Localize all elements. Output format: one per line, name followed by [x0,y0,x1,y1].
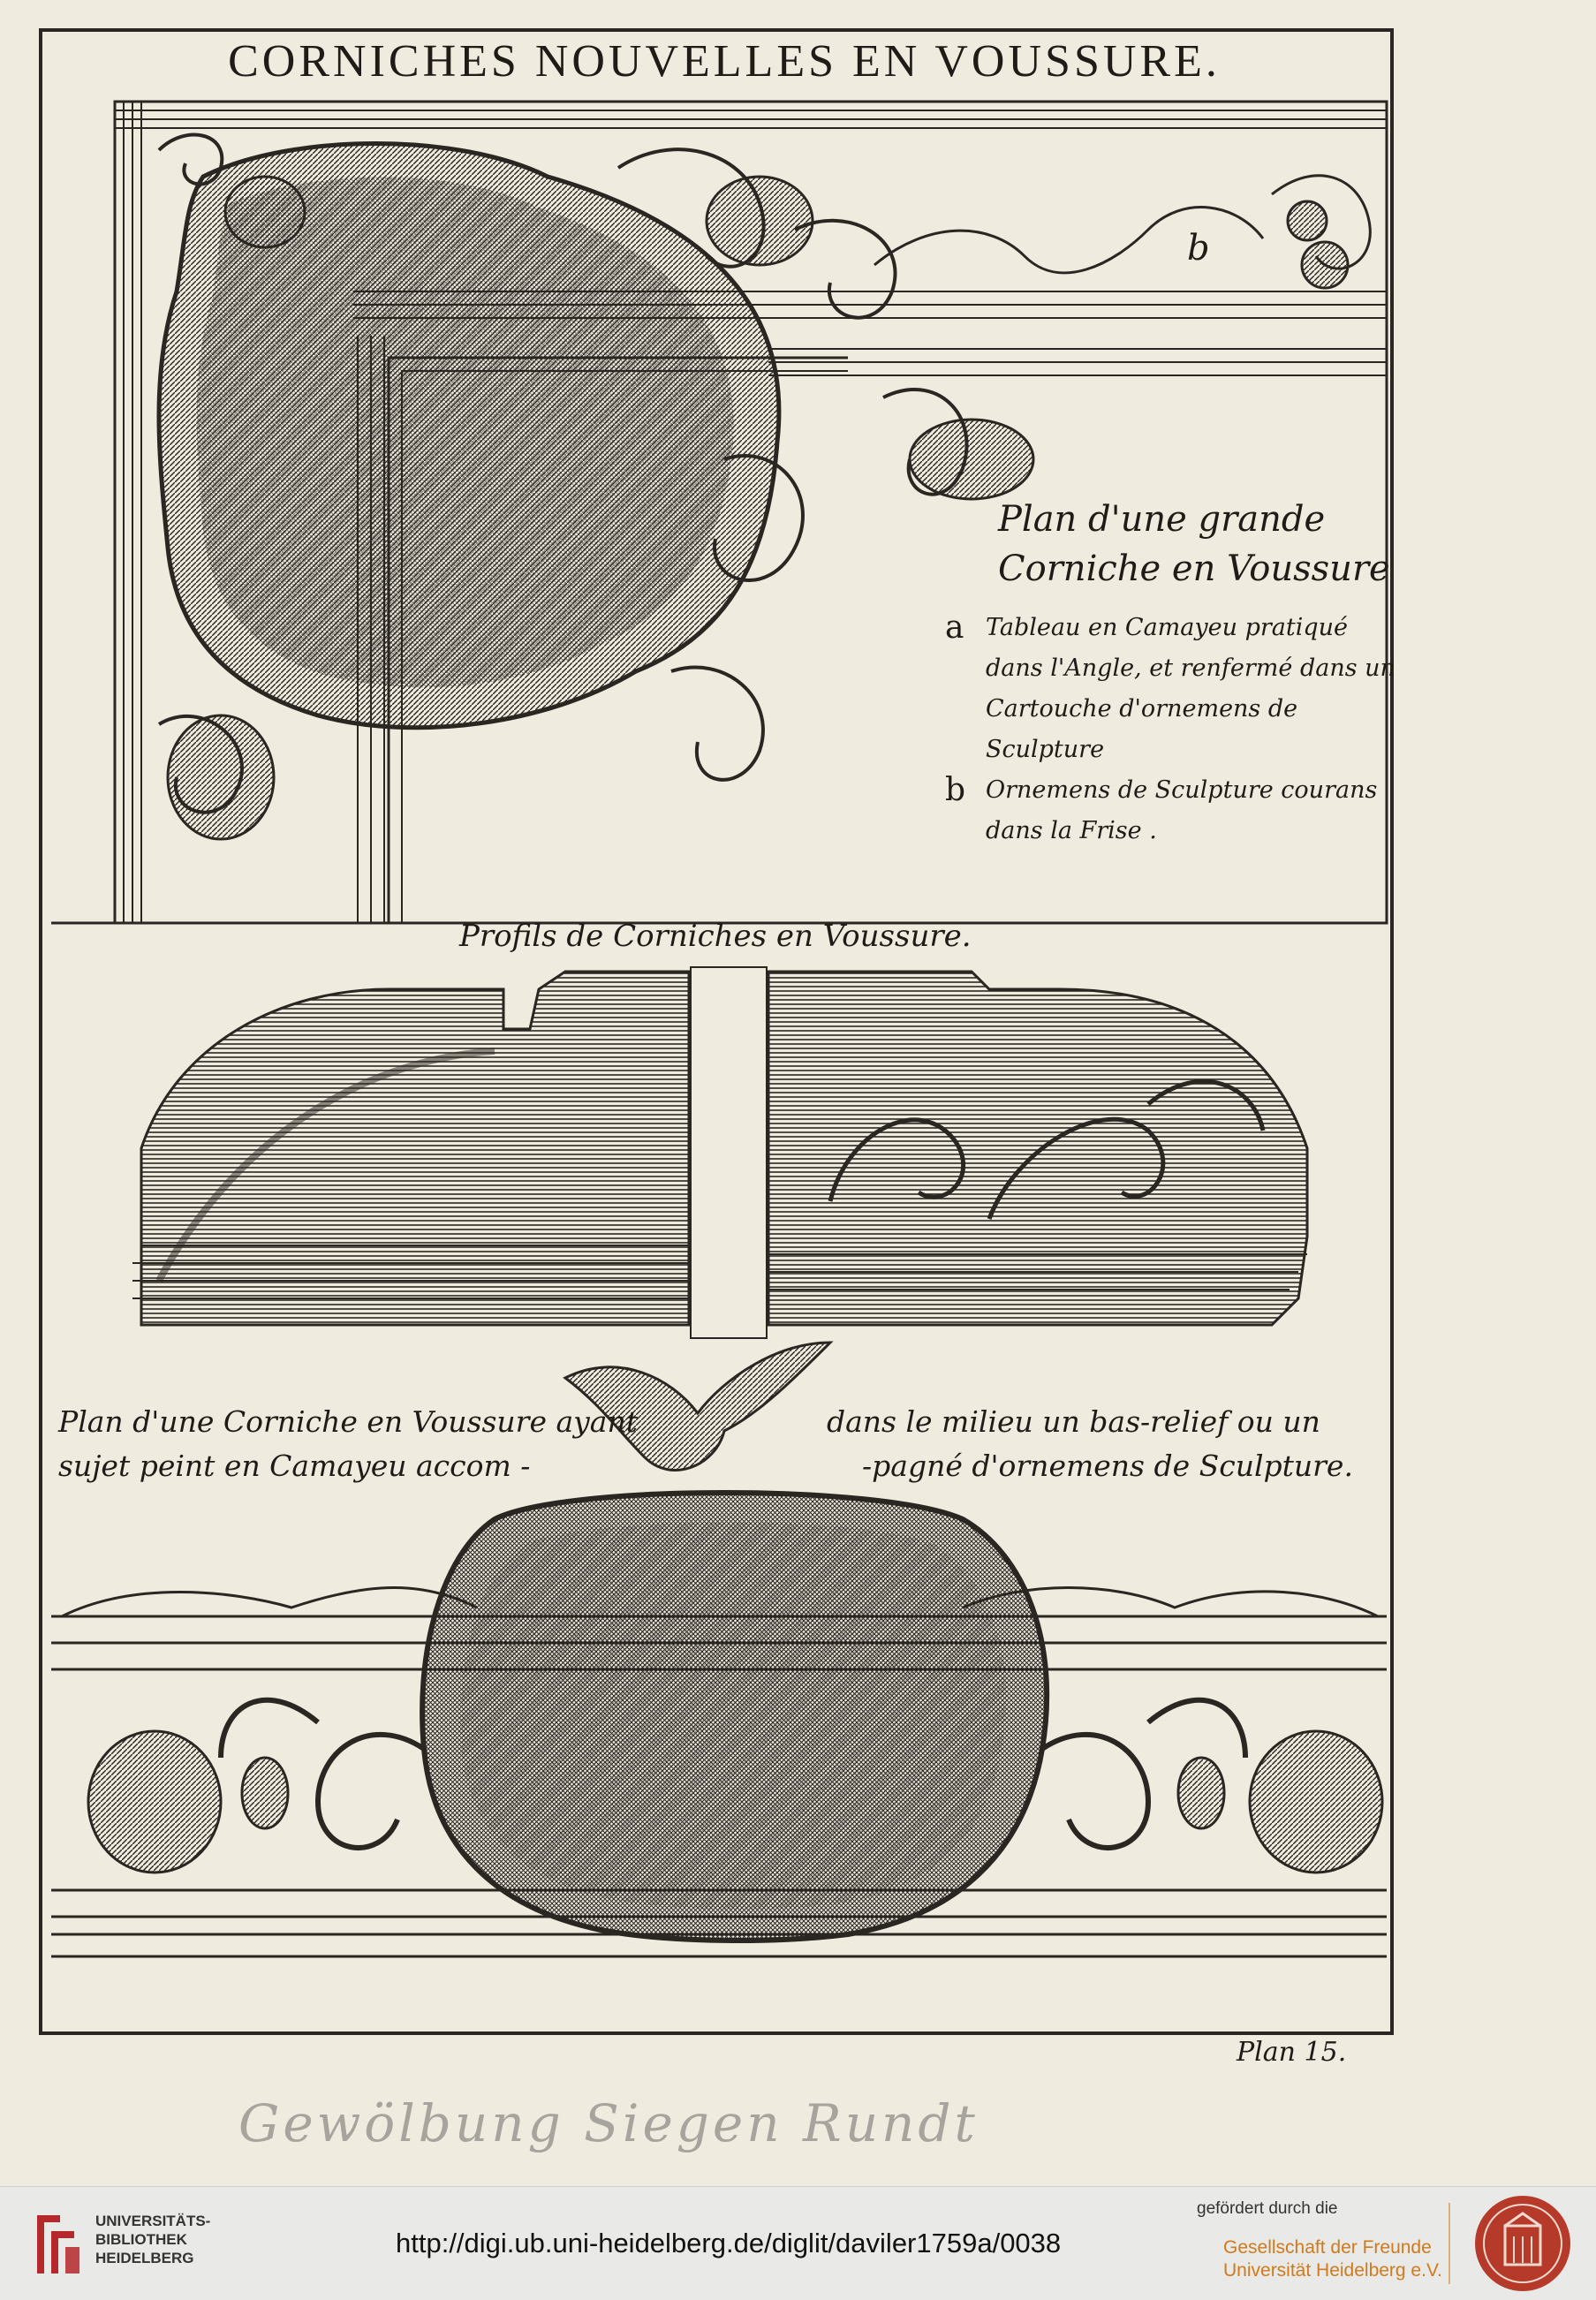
library-name-line1: UNIVERSITÄTS- [95,2213,211,2229]
plan1-title [998,495,1390,594]
legend-text: Ornemens de Sculpture courans dans la Frise . [986,776,1378,844]
plan1-legend [945,608,1404,851]
handwritten-note: Gewölbung Siegen Rundt [238,2093,979,2153]
plate-title: CORNICHES NOUVELLES EN VOUSSURE. [228,36,1221,87]
permalink-url[interactable]: http://digi.ub.uni-heidelberg.de/diglit/daviler1759a/0038 [396,2228,1062,2258]
footer-divider [1449,2203,1450,2284]
sponsor-line1: Gesellschaft der Freunde [1223,2237,1432,2258]
library-name-line3: HEIDELBERG [95,2250,194,2266]
legend-item-b [945,770,1404,851]
profiles-label: Profils de Corniches en Voussure. [459,919,972,954]
plan1-title-line1: Plan d'une grande [998,499,1326,540]
sponsor-intro: gefördert durch die [1197,2199,1338,2218]
plan-number: Plan 15. [1237,2037,1347,2068]
legend-key: a [945,609,964,646]
sponsor-name[interactable] [1223,2236,1442,2282]
plan2-left-line2: sujet peint en Camayeu accom - [58,1449,531,1483]
ornament-marker-b: b [1187,228,1210,269]
sponsor-line2: Universität Heidelberg e.V. [1223,2260,1442,2281]
cornice-profiles [132,967,1307,1338]
plan2-right-line1: dans le milieu un bas-relief ou un [827,1404,1320,1439]
university-seal-icon[interactable] [1473,2194,1572,2293]
legend-text: Tableau en Camayeu pratiqué dans l'Angle, et renfermé dans un Cartouche d'ornemens de Sculpture [986,614,1396,763]
library-name [95,2212,210,2267]
university-library-logo-icon[interactable] [25,2206,83,2281]
legend-key: b [945,772,966,808]
plan2-left-line1: Plan d'une Corniche en Voussure ayant [58,1404,638,1439]
plan2-right-line2: -pagné d'ornemens de Sculpture. [862,1449,1353,1483]
plan1-title-line2: Corniche en Voussure [998,549,1390,589]
legend-item-a [945,608,1404,770]
library-name-line2: BIBLIOTHEK [95,2231,187,2248]
digitization-footer [0,2186,1596,2300]
